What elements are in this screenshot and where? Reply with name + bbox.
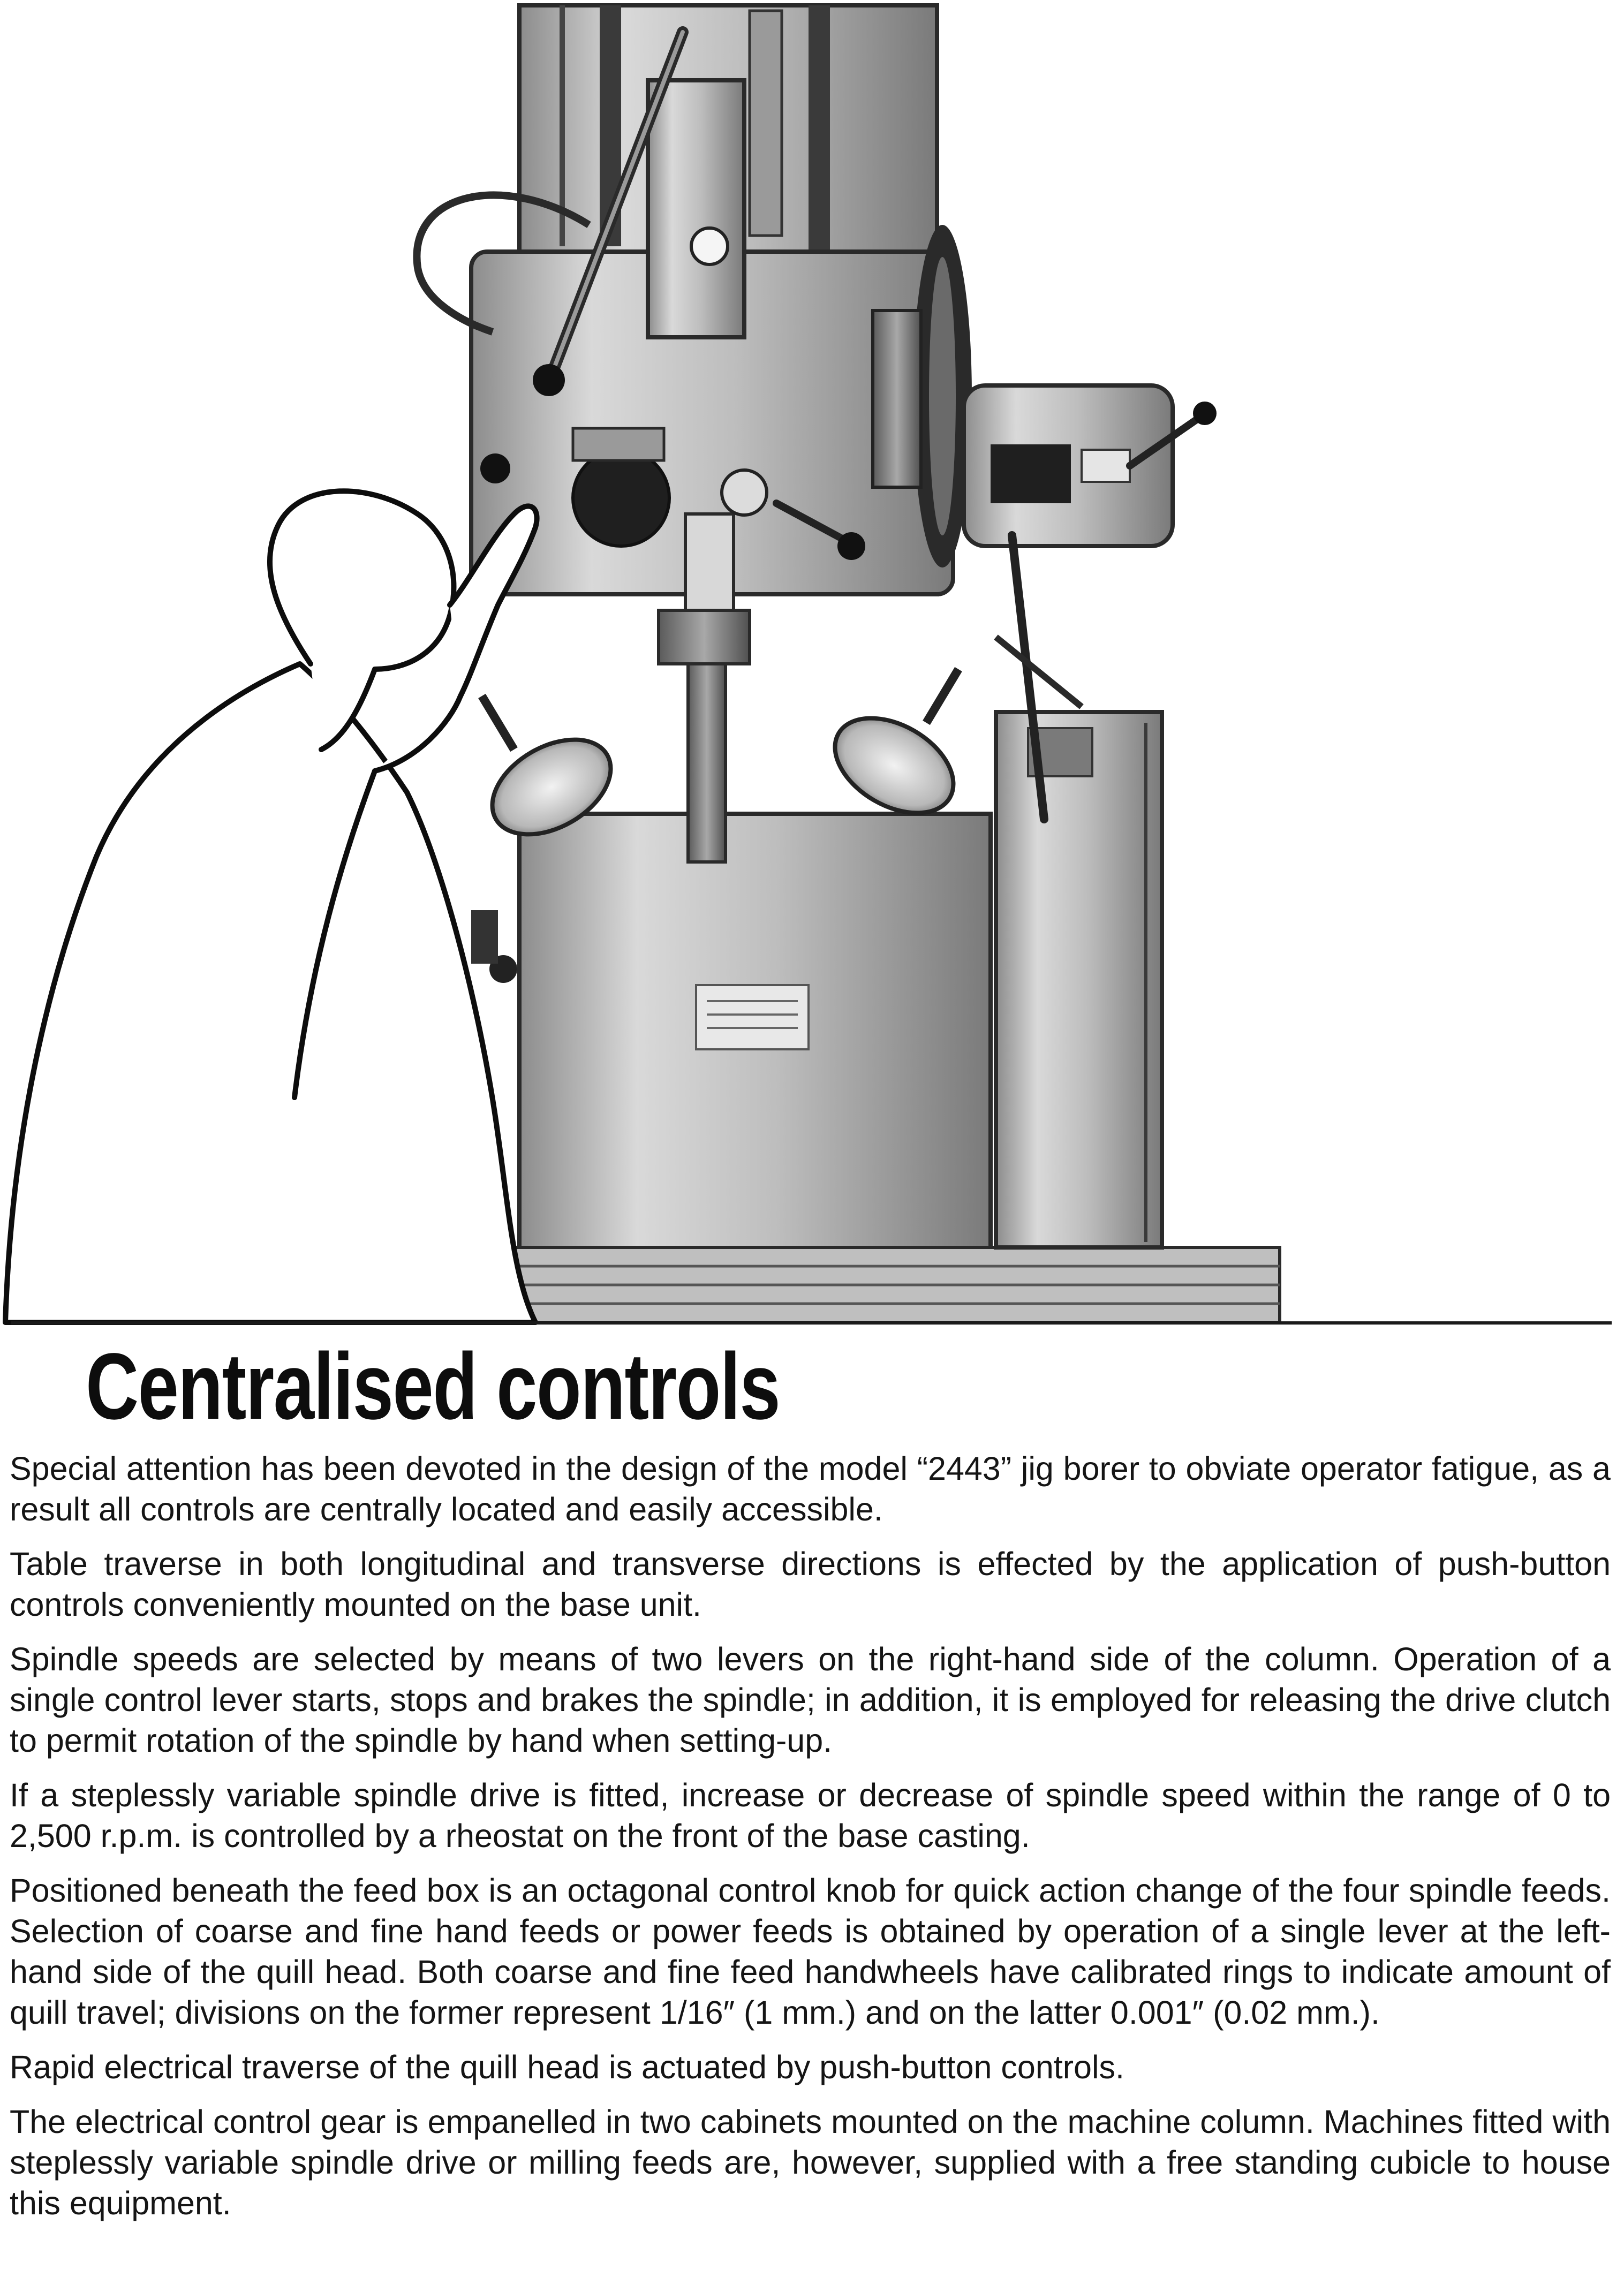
page-headline: Centralised controls bbox=[86, 1334, 780, 1439]
paragraph-5: Positioned beneath the feed box is an octagonal control knob for quick action change of the four spindle feeds. Selection of coarse and fine hand feeds or power feeds is obtained by operation of a single lever at the left-hand side of the quill head. Both coarse and fine feed handwheels have calibrated rings to indicate amount of quill travel; divisions on the former represent 1/16″ (1 mm.) and on the latter 0.001″ (0.02 mm.). bbox=[10, 1872, 1611, 2031]
body-text bbox=[10, 1448, 1611, 2223]
work-lamp-right bbox=[819, 669, 970, 833]
paragraph-2: Table traverse in both longitudinal and transverse directions is effected by the application of push-button controls conveniently mounted on the base unit. bbox=[10, 1546, 1611, 1623]
paragraph-4: If a steplessly variable spindle drive is fitted, increase or decrease of spindle speed within the range of 0 to 2,500 r.p.m. is controlled by a rheostat on the front of the base casting. bbox=[10, 1777, 1611, 1854]
operator-line-drawing bbox=[5, 491, 537, 1322]
control-cabinet bbox=[996, 712, 1162, 1247]
paragraph-3: Spindle speeds are selected by means of two levers on the right-hand side of the column. Operation of a single control lever starts, stops and brakes the spindle; in addition, it is employed for releasing the drive clutch to permit rotation of the spindle by hand when setting-up. bbox=[10, 1641, 1611, 1759]
horizontal-rule bbox=[11, 1321, 1612, 1325]
paragraph-6: Rapid electrical traverse of the quill head is actuated by push-button controls. bbox=[10, 2049, 1124, 2085]
paragraph-7: The electrical control gear is empanelled in two cabinets mounted on the machine column. Machines fitted with steplessly variable spindle drive or milling feeds are, however, supplied with a free standing cubicle to house this equipment. bbox=[10, 2103, 1611, 2221]
paragraph-1: Special attention has been devoted in the design of the model “2443” jig borer to obviate operator fatigue, as a result all controls are centrally located and easily accessible. bbox=[10, 1450, 1611, 1527]
